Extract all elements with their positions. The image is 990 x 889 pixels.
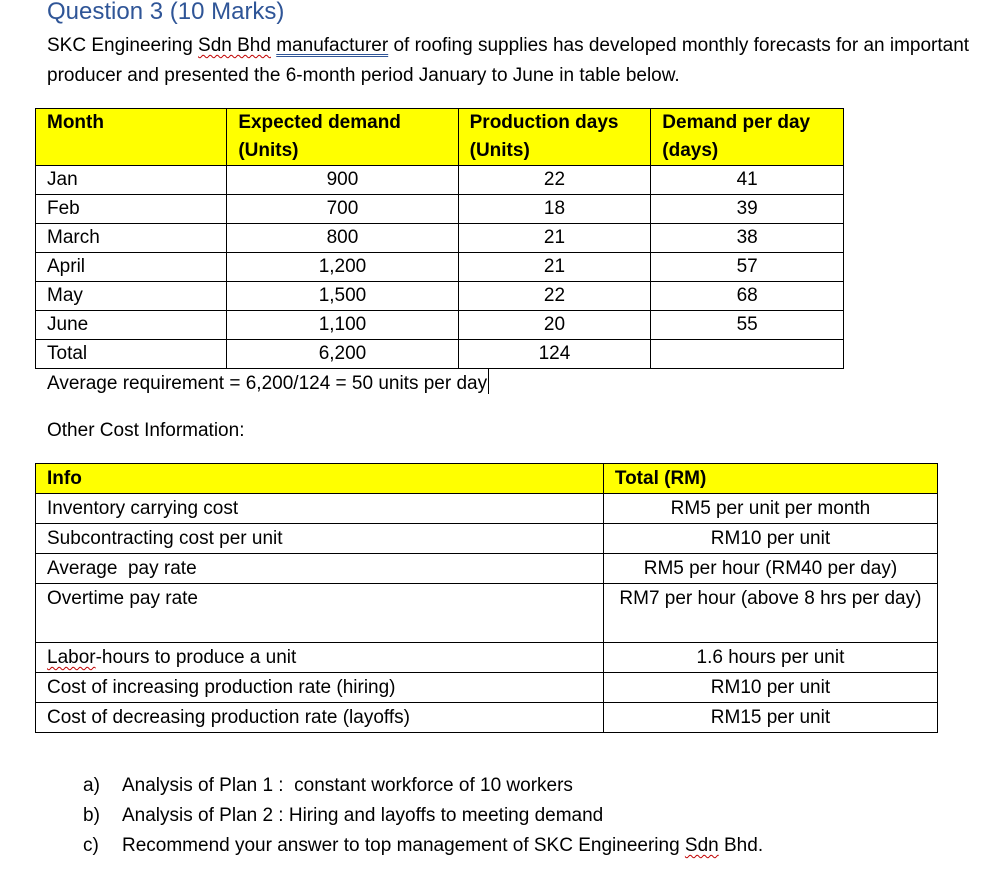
table-row — [36, 643, 938, 673]
header-total: Total (RM) — [603, 464, 937, 494]
demand-cell: 1,500 — [227, 282, 458, 311]
other-cost-label: Other Cost Information: — [47, 420, 245, 441]
item-text-end: Bhd. — [718, 835, 764, 856]
manufacturer-grammarcheck: manufacturer — [276, 35, 389, 56]
item-text: Analysis of Plan 2 : Hiring and layoffs to meeting demand — [122, 805, 604, 826]
text-cursor — [488, 369, 489, 394]
item-label: c) — [83, 835, 99, 856]
intro-text-end: of roofing supplies has developed monthly forecasts for an important producer and presented the 6-month period January to June in table below. — [47, 35, 970, 86]
table-row — [36, 584, 938, 643]
list-item — [83, 771, 763, 801]
table-row — [36, 524, 938, 554]
total-row — [36, 340, 844, 369]
question-list — [83, 771, 763, 861]
demand-cell: 800 — [227, 224, 458, 253]
intro-paragraph — [47, 31, 977, 91]
item-text: Recommend your answer to top management of SKC Engineering — [122, 835, 685, 856]
table-row — [36, 673, 938, 703]
table-row — [36, 166, 844, 195]
total-cell: RM10 per unit — [603, 524, 937, 554]
header-month: Month — [36, 109, 227, 166]
cost-info-table — [35, 463, 938, 733]
total-demand-cell: 6,200 — [227, 340, 458, 369]
table-row — [36, 224, 844, 253]
total-label-cell: Total — [36, 340, 227, 369]
average-requirement-text: Average requirement = 6,200/124 = 50 units per day — [47, 373, 488, 394]
production-days-cell: 18 — [458, 195, 651, 224]
table-row — [36, 311, 844, 340]
question-heading: Question 3 (10 Marks) — [47, 0, 285, 25]
total-production-days-cell: 124 — [458, 340, 651, 369]
overtime-rate-text: RM7 per hour (above 8 hrs per day) — [619, 588, 922, 609]
total-cell: RM15 per unit — [603, 703, 937, 733]
month-cell: April — [36, 253, 227, 282]
item-label: a) — [83, 775, 100, 796]
average-requirement — [47, 369, 489, 399]
production-days-cell: 20 — [458, 311, 651, 340]
company-suffix-spellcheck: Sdn Bhd — [198, 35, 271, 56]
list-item — [83, 801, 763, 831]
table-row — [36, 253, 844, 282]
company-suffix-spellcheck: Sdn — [684, 835, 719, 856]
info-cell: Average pay rate — [36, 554, 604, 584]
demand-per-day-cell: 41 — [651, 166, 844, 195]
month-cell: Feb — [36, 195, 227, 224]
info-cell: Cost of increasing production rate (hiring) — [36, 673, 604, 703]
month-cell: Jan — [36, 166, 227, 195]
demand-cell: 1,200 — [227, 253, 458, 282]
info-cell: Overtime pay rate — [36, 584, 604, 643]
demand-cell: 900 — [227, 166, 458, 195]
info-cell: Inventory carrying cost — [36, 494, 604, 524]
list-item — [83, 831, 763, 861]
header-demand-per-day: Demand per day (days) — [651, 109, 844, 166]
item-text: Analysis of Plan 1 : constant workforce of 10 workers — [122, 775, 573, 796]
labor-hours-text: -hours to produce a unit — [95, 647, 297, 668]
info-cell: Cost of decreasing production rate (layoffs) — [36, 703, 604, 733]
table-row — [36, 282, 844, 311]
production-days-cell: 21 — [458, 253, 651, 282]
table-row — [36, 494, 938, 524]
demand-per-day-cell: 39 — [651, 195, 844, 224]
cost-table-header — [36, 464, 938, 494]
table-row — [36, 554, 938, 584]
info-cell — [36, 643, 604, 673]
demand-cell: 700 — [227, 195, 458, 224]
month-cell: March — [36, 224, 227, 253]
total-cell — [603, 584, 937, 643]
demand-per-day-cell: 55 — [651, 311, 844, 340]
month-cell: June — [36, 311, 227, 340]
item-label: b) — [83, 805, 100, 826]
demand-per-day-cell: 38 — [651, 224, 844, 253]
table-row — [36, 703, 938, 733]
labor-spellcheck: Labor — [47, 647, 96, 668]
total-cell: 1.6 hours per unit — [603, 643, 937, 673]
intro-text-start: SKC Engineering — [47, 35, 199, 56]
header-production-days: Production days (Units) — [458, 109, 651, 166]
total-cell: RM5 per hour (RM40 per day) — [603, 554, 937, 584]
total-cell: RM5 per unit per month — [603, 494, 937, 524]
demand-forecast-table — [35, 108, 844, 369]
demand-per-day-cell: 68 — [651, 282, 844, 311]
production-days-cell: 21 — [458, 224, 651, 253]
header-info: Info — [36, 464, 604, 494]
info-cell: Subcontracting cost per unit — [36, 524, 604, 554]
demand-per-day-cell: 57 — [651, 253, 844, 282]
total-cell: RM10 per unit — [603, 673, 937, 703]
total-demand-per-day-cell — [651, 340, 844, 369]
table-row — [36, 195, 844, 224]
production-days-cell: 22 — [458, 166, 651, 195]
demand-table-header — [36, 109, 844, 166]
demand-cell: 1,100 — [227, 311, 458, 340]
production-days-cell: 22 — [458, 282, 651, 311]
header-expected-demand: Expected demand (Units) — [227, 109, 458, 166]
month-cell: May — [36, 282, 227, 311]
